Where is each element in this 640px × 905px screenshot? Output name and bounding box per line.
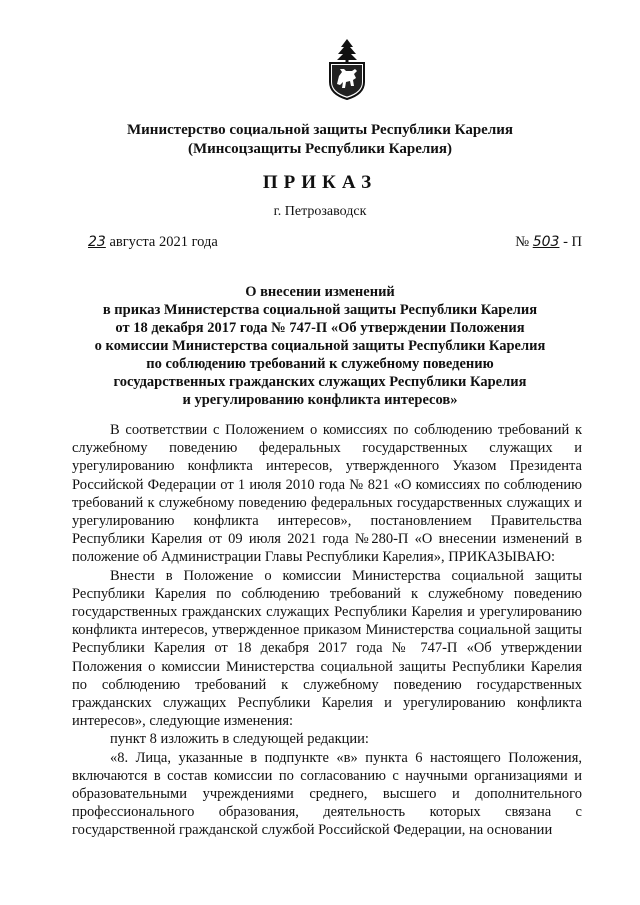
subject-line: и урегулированию конфликта интересов» xyxy=(182,392,458,408)
order-body xyxy=(72,421,582,840)
number-handwritten: 503 xyxy=(532,234,560,250)
subject-line: государственных гражданских служащих Республики Карелия xyxy=(113,374,527,390)
coat-of-arms-emblem xyxy=(326,38,368,100)
body-paragraph: В соответствии с Положением о комиссиях по соблюдению требований к служебному поведению федеральных государственных служащих и урегулированию конфликта интересов, утвержденного Указом Президента Российской Федерации от 1 июля 2010 года № 821 «О комиссиях по соблюдению требований к служебному поведению федеральных государственных служащих и урегулированию конфликта интересов», постановлением Правительства Республики Карелия от 09 июля 2021 года №280-П «О внесении изменений в положение об Администрации Главы Республики Карелия», ПРИКАЗЫВАЮ: xyxy=(72,422,582,566)
document-type-title: ПРИКАЗ xyxy=(262,172,378,193)
number-prefix: № xyxy=(515,234,530,250)
order-subject xyxy=(0,283,640,409)
subject-line: в приказ Министерства социальной защиты Республики Карелия xyxy=(102,302,538,318)
city-label: г. Петрозаводск xyxy=(273,204,367,219)
date-month-year: августа 2021 года xyxy=(109,234,218,250)
body-paragraph: пункт 8 изложить в следующей редакции: xyxy=(110,731,369,748)
subject-line: о комиссии Министерства социальной защиты Республики Карелия xyxy=(94,338,546,354)
order-date xyxy=(88,234,218,251)
organization-name-line1: Министерство социальной защиты Республики Карелия xyxy=(127,122,513,138)
organization-name-line2: (Минсоцзащиты Республики Карелия) xyxy=(187,141,453,157)
subject-line: по соблюдению требований к служебному поведению xyxy=(146,356,494,372)
body-paragraph: Внести в Положение о комиссии Министерства социальной защиты Республики Карелия по соблюдению требований к служебному поведению государственных гражданских служащих Республики Карелия и урегулированию конфликта интересов, утвержденное приказом Министерства социальной защиты Республики Карелия от 18 декабря 2017 года № 747-П «Об утверждении Положения о комиссии Министерства социальной защиты Республики Карелия по соблюдению требований к служебному поведению государственных гражданских служащих Республики Карелия и урегулированию конфликта интересов», следующие изменения: xyxy=(72,567,582,730)
subject-line: от 18 декабря 2017 года № 747-П «Об утверждении Положения xyxy=(115,320,525,336)
tree-crest-icon xyxy=(337,39,357,63)
subject-line: О внесении изменений xyxy=(245,284,395,300)
date-day-handwritten: 23 xyxy=(88,234,106,250)
body-paragraph: «8. Лица, указанные в подпункте «в» пункта 6 настоящего Положения, включаются в состав комиссии по согласованию с научными организациями и образовательными учреждениями среднего, высшего и дополнительного профессионального образования, деятельность которых связана с государственной гражданской службой Российской Федерации, на основании xyxy=(72,749,582,839)
number-suffix: - П xyxy=(563,234,582,250)
organization-name xyxy=(0,121,640,159)
order-number xyxy=(515,234,582,251)
